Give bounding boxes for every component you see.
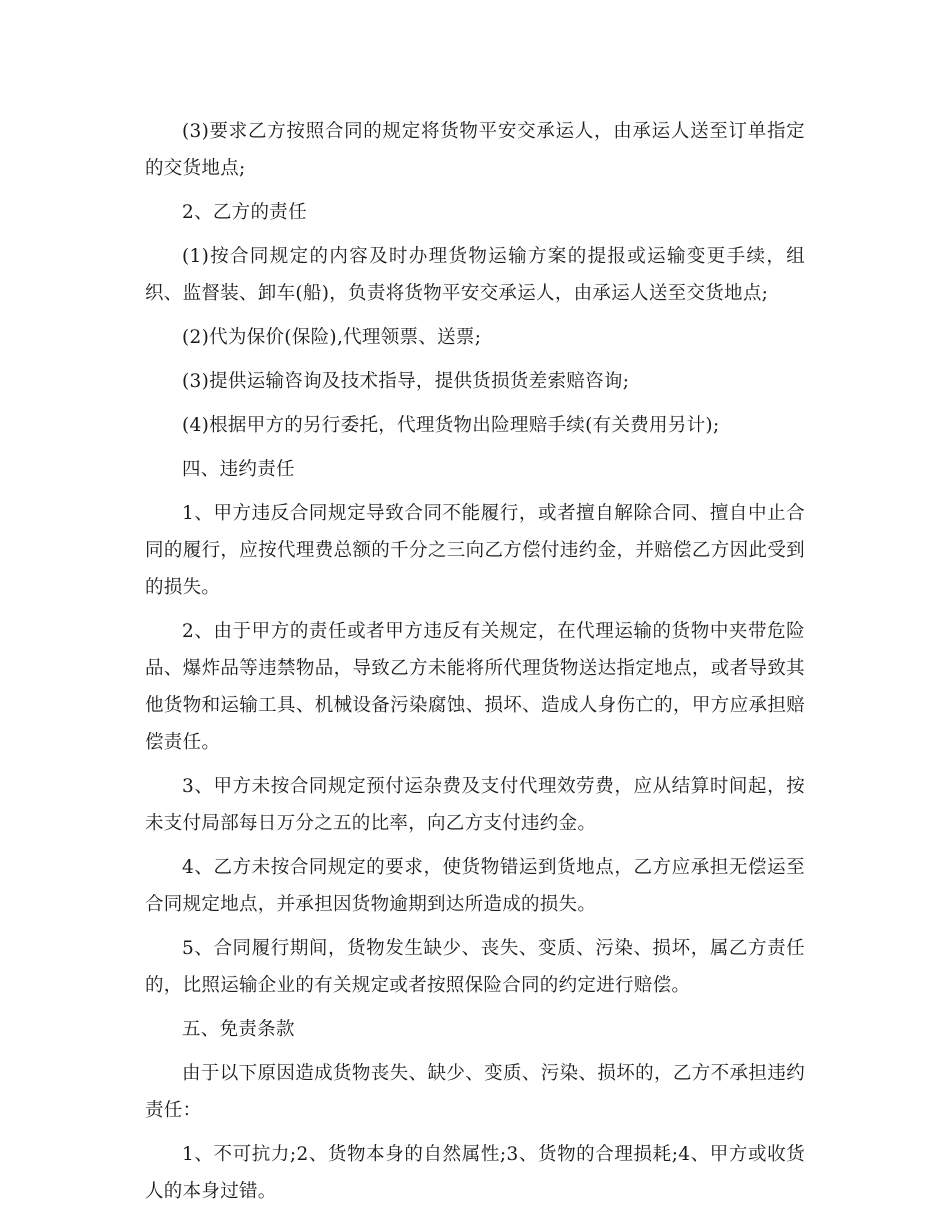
section-heading-breach: 四、违约责任 xyxy=(182,459,295,480)
paragraph-duty-3: (3)要求乙方按照合同的规定将货物平安交承运人，由承运人送至订单指定的交货地点; xyxy=(145,121,805,179)
paragraph-breach-3: 3、甲方未按合同规定预付运杂费及支付代理效劳费，应从结算时间起，按未支付局部每日万分之五的比率，向乙方支付违约金。 xyxy=(145,776,805,834)
paragraph-b-duty-3: (3)提供运输咨询及技术指导，提供货损货差索赔咨询; xyxy=(182,371,630,392)
paragraph-exemption-intro: 由于以下原因造成货物丧失、缺少、变质、污染、损坏的，乙方不承担违约责任： xyxy=(145,1063,805,1121)
paragraph-breach-5: 5、合同履行期间，货物发生缺少、丧失、变质、污染、损坏，属乙方责任的，比照运输企业的有关规定或者按照保险合同的约定进行赔偿。 xyxy=(145,938,805,996)
paragraph-breach-1: 1、甲方违反合同规定导致合同不能履行，或者擅自解除合同、擅自中止合同的履行，应按代理费总额的千分之三向乙方偿付违约金，并赔偿乙方因此受到的损失。 xyxy=(145,503,805,598)
paragraph-breach-2: 2、由于甲方的责任或者甲方违反有关规定，在代理运输的货物中夹带危险品、爆炸品等违禁物品，导致乙方未能将所代理货物送达指定地点，或者导致其他货物和运输工具、机械设备污染腐蚀、损坏、造成人身伤亡的，甲方应承担赔偿责任。 xyxy=(145,621,805,753)
paragraph-b-duty-1: (1)按合同规定的内容及时办理货物运输方案的提报或运输变更手续，组织、监督装、卸车(船)，负责将货物平安交承运人，由承运人送至交货地点; xyxy=(145,246,805,304)
heading-party-b-duties: 2、乙方的责任 xyxy=(182,202,307,223)
paragraph-b-duty-2: (2)代为保价(保险),代理领票、送票; xyxy=(182,327,482,348)
paragraph-b-duty-4: (4)根据甲方的另行委托，代理货物出险理赔手续(有关费用另计); xyxy=(182,415,720,436)
paragraph-breach-4: 4、乙方未按合同规定的要求，使货物错运到货地点，乙方应承担无偿运至合同规定地点，并承担因货物逾期到达所造成的损失。 xyxy=(145,857,805,915)
document-body xyxy=(145,113,805,1217)
paragraph-exemption-list: 1、不可抗力;2、货物本身的自然属性;3、货物的合理损耗;4、甲方或收货人的本身过错。 xyxy=(145,1144,805,1202)
section-heading-exemption: 五、免责条款 xyxy=(182,1019,295,1040)
